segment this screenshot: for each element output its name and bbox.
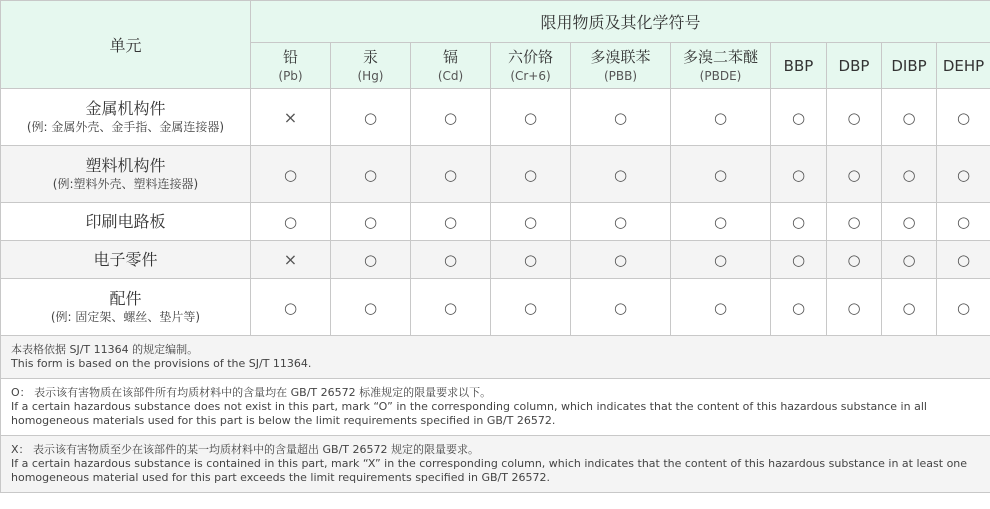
mark-cell [882, 89, 937, 146]
mark-o: ○ [363, 251, 378, 269]
substance-header-dibp: DIBP [882, 43, 937, 89]
mark-cell [571, 89, 671, 146]
mark-cell [771, 241, 827, 279]
mark-o: ○ [902, 251, 916, 269]
mark-o: ○ [902, 108, 916, 127]
mark-o: ○ [443, 298, 458, 317]
mark-o: ○ [713, 213, 728, 231]
table-notes [1, 336, 990, 493]
table-body [1, 89, 990, 336]
mark-o: ○ [363, 108, 378, 127]
mark-x: × [283, 250, 298, 269]
mark-o: ○ [443, 213, 458, 231]
mark-o: ○ [847, 298, 861, 317]
mark-cell [937, 89, 990, 146]
mark-o: ○ [956, 213, 971, 231]
substance-header-bbp: BBP [771, 43, 827, 89]
unit-column-header: 单元 [1, 1, 251, 89]
substance-header-pbde: 多溴二苯醚 (PBDE) [671, 43, 771, 89]
mark-o: ○ [523, 165, 538, 184]
mark-o: ○ [902, 165, 916, 184]
part-example: (例:塑料外壳、塑料连接器) [52, 177, 199, 191]
mark-cell [771, 279, 827, 336]
mark-cell [571, 241, 671, 279]
mark-o: ○ [443, 108, 458, 127]
mark-cell [411, 89, 491, 146]
table-row [1, 241, 990, 279]
mark-cell [827, 89, 882, 146]
mark-o: ○ [847, 108, 861, 127]
mark-cell [251, 203, 331, 241]
mark-cell [491, 146, 571, 203]
mark-cell [671, 203, 771, 241]
mark-cell [411, 203, 491, 241]
mark-cell [491, 279, 571, 336]
mark-cell [331, 279, 411, 336]
mark-cell [491, 89, 571, 146]
mark-o: ○ [443, 251, 458, 269]
mark-cell [937, 279, 990, 336]
mark-o: ○ [713, 165, 728, 184]
table-row [1, 89, 990, 146]
mark-cell [937, 146, 990, 203]
mark-o: ○ [283, 165, 298, 184]
mark-cell [827, 203, 882, 241]
mark-o: ○ [443, 165, 458, 184]
note-x-en: If a certain hazardous substance is contained in this part, mark “X” in the corresponding column, which indicates that the content of this hazardous substance in at least one homogeneous material used for this part exceeds the limit requirements specified in GB/T 26572. [11, 457, 968, 484]
substance-header-cr6: 六价铬 (Cr+6) [491, 43, 571, 89]
note-basis-en: This form is based on the provisions of the SJ/T 11364. [11, 357, 312, 370]
mark-o: ○ [956, 108, 971, 127]
mark-o: ○ [902, 213, 916, 231]
mark-o: ○ [523, 251, 538, 269]
part-name: 电子零件 [93, 249, 158, 269]
substance-header-dbp: DBP [827, 43, 882, 89]
part-example: (例: 固定架、螺丝、垫片等) [50, 310, 201, 324]
mark-cell [882, 241, 937, 279]
mark-o: ○ [713, 108, 728, 127]
table-row [1, 146, 990, 203]
mark-cell [671, 89, 771, 146]
mark-cell [411, 279, 491, 336]
mark-o: ○ [283, 213, 298, 231]
mark-cell [491, 203, 571, 241]
mark-o: ○ [613, 298, 628, 317]
mark-o: ○ [713, 251, 728, 269]
mark-cell [331, 241, 411, 279]
mark-o: ○ [847, 165, 861, 184]
note-row-basis [1, 336, 990, 379]
mark-cell [671, 241, 771, 279]
mark-cell [771, 146, 827, 203]
mark-o: ○ [523, 298, 538, 317]
mark-o: ○ [613, 251, 628, 269]
part-name: 金属机构件 [85, 99, 166, 118]
mark-o: ○ [791, 298, 806, 317]
mark-cell [827, 146, 882, 203]
mark-o: ○ [791, 165, 806, 184]
mark-cell [491, 241, 571, 279]
mark-o: ○ [956, 251, 971, 269]
mark-o: ○ [523, 108, 538, 127]
substance-header-pb: 铅 (Pb) [251, 43, 331, 89]
part-cell [1, 241, 251, 279]
mark-cell [411, 146, 491, 203]
mark-x: × [283, 107, 298, 127]
note-row-o [1, 379, 990, 436]
part-name: 印刷电路板 [85, 211, 166, 231]
mark-cell [671, 146, 771, 203]
mark-o: ○ [847, 251, 861, 269]
mark-cell [937, 241, 990, 279]
mark-cell [331, 203, 411, 241]
mark-o: ○ [902, 298, 916, 317]
mark-cell [882, 146, 937, 203]
mark-cell [882, 203, 937, 241]
mark-cell [827, 279, 882, 336]
substance-header-pbb: 多溴联苯 (PBB) [571, 43, 671, 89]
mark-o: ○ [791, 108, 806, 127]
note-o-legend [1, 379, 990, 436]
mark-cell [251, 89, 331, 146]
note-basis [1, 336, 990, 379]
mark-cell [827, 241, 882, 279]
part-name: 配件 [109, 289, 142, 308]
table-row [1, 279, 990, 336]
mark-o: ○ [363, 298, 378, 317]
substance-header-dehp: DEHP [937, 43, 990, 89]
part-cell [1, 89, 251, 146]
mark-cell [571, 279, 671, 336]
mark-cell [882, 279, 937, 336]
substance-header-cd: 镉 (Cd) [411, 43, 491, 89]
table-row [1, 203, 990, 241]
mark-cell [671, 279, 771, 336]
mark-cell [251, 241, 331, 279]
mark-cell [331, 89, 411, 146]
mark-cell [571, 146, 671, 203]
mark-cell [331, 146, 411, 203]
mark-o: ○ [613, 108, 628, 127]
mark-cell [937, 203, 990, 241]
mark-o: ○ [523, 213, 538, 231]
mark-o: ○ [613, 165, 628, 184]
substance-header-hg: 汞 (Hg) [331, 43, 411, 89]
mark-cell [411, 241, 491, 279]
part-cell [1, 279, 251, 336]
part-cell [1, 146, 251, 203]
note-x-legend [1, 436, 990, 493]
mark-o: ○ [613, 213, 628, 231]
mark-cell [251, 279, 331, 336]
mark-o: ○ [283, 298, 298, 317]
note-o-en: If a certain hazardous substance does not exist in this part, mark “O” in the corresponding column, which indicates that the content of this hazardous substance in all homogeneous materials used for this part is below the limit requirements specified in GB/T 26572. [11, 400, 927, 427]
mark-o: ○ [713, 298, 728, 317]
mark-cell [771, 89, 827, 146]
mark-o: ○ [791, 251, 806, 269]
mark-o: ○ [956, 298, 971, 317]
mark-o: ○ [956, 165, 971, 184]
note-o-zh: O： 表示该有害物质在该部件所有均质材料中的含量均在 GB/T 26572 标准规定的限量要求以下。 [11, 386, 492, 399]
mark-o: ○ [363, 213, 378, 231]
table-header [1, 1, 990, 89]
note-row-x [1, 436, 990, 493]
mark-o: ○ [791, 213, 806, 231]
note-basis-zh: 本表格依据 SJ/T 11364 的规定编制。 [11, 343, 199, 356]
note-x-zh: X： 表示该有害物质至少在该部件的某一均质材料中的含量超出 GB/T 26572 规定的限量要求。 [11, 443, 480, 456]
mark-cell [771, 203, 827, 241]
mark-o: ○ [363, 165, 378, 184]
part-example: (例: 金属外壳、金手指、金属连接器) [26, 120, 225, 134]
substance-group-header: 限用物质及其化学符号 [251, 1, 990, 43]
part-name: 塑料机构件 [85, 156, 166, 175]
mark-cell [571, 203, 671, 241]
mark-o: ○ [847, 213, 861, 231]
mark-cell [251, 146, 331, 203]
part-cell [1, 203, 251, 241]
